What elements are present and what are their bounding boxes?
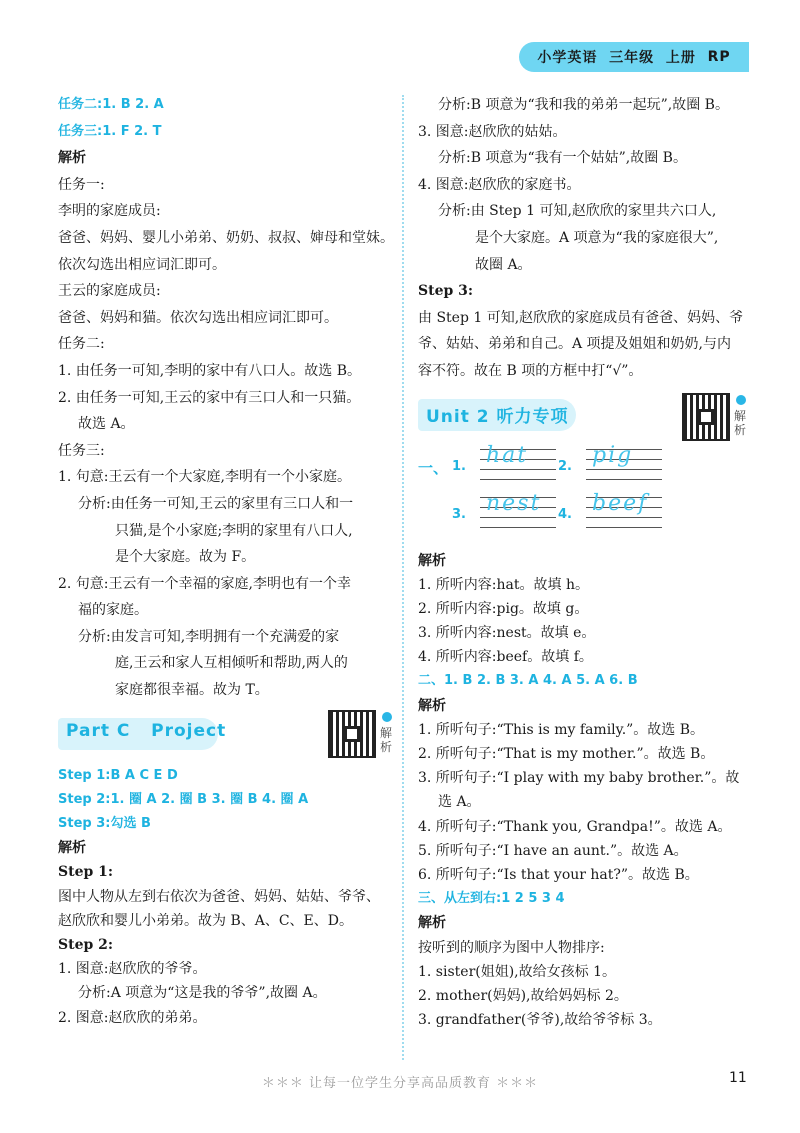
handwritten-word: beef [592,490,649,516]
footer-slogan: ＊＊＊ 让每一位学生分享高品质教育 ＊＊＊ [261,1076,539,1091]
handwriting-answers [418,442,758,549]
part-one-label: 一、 [418,458,449,477]
writing-line [586,479,662,480]
text-line: 2. 所听内容:pig。故填 g。 [418,600,589,617]
text-line: 爷、姑姑、弟弟和自己。A 项提及姐姐和奶奶,与内 [418,336,732,353]
text-line: 1. 所听内容:hat。故填 h。 [418,576,589,593]
text-line: 图中人物从左到右依次为爸爸、妈妈、姑姑、爷爷、 [58,888,380,905]
text-line: 1. sister(姐姐),故给女孩标 1。 [418,963,616,980]
section-part-c [58,712,394,758]
text-line: 2. mother(妈妈),故给妈妈标 2。 [418,987,628,1004]
analysis-heading: 解析 [418,697,446,714]
analysis-heading: 解析 [418,915,446,932]
handwritten-word: pig [592,442,634,468]
text-line: 任务一: [58,176,105,193]
text-line: 是个大家庭。故为 F。 [115,549,256,566]
answer-line: Step 2:1. 圈 A 2. 圈 B 3. 圈 B 4. 圈 A [58,791,309,807]
qr-label: 解析 [734,408,747,437]
text-line: 3. 所听句子:“I play with my baby brother.”。故 [418,770,740,787]
text-line: 5. 所听句子:“I have an aunt.”。故选 A。 [418,842,688,859]
text-line: 只猫,是个小家庭;李明的家里有八口人, [115,522,353,539]
text-line: 分析:A 项意为“这是我的爷爷”,故圈 A。 [78,985,327,1002]
text-line: 2. 图意:赵欣欣的弟弟。 [58,1009,207,1026]
section-title: Unit 2 听力专项 [426,406,569,427]
text-line: 分析:B 项意为“我和我的弟弟一起玩”,故圈 B。 [438,97,729,113]
play-dot-icon [382,712,392,722]
header-grade: 三年级 [609,50,655,66]
section-unit2 [418,393,758,439]
text-line: Step 1: [58,864,114,881]
text-line: 2. 由任务一可知,王云的家中有三口人和一只猫。 [58,389,361,406]
text-line: 分析:由 Step 1 可知,赵欣欣的家里共六口人, [438,203,717,220]
answer-line: 二、1. B 2. B 3. A 4. A 5. A 6. B [418,673,638,689]
text-line: 爸爸、妈妈和猫。依次勾选出相应词汇即可。 [58,309,338,326]
answer-line: 任务三:1. F 2. T [58,123,162,139]
text-line: 1. 所听句子:“This is my family.”。故选 B。 [418,721,705,738]
left-column [58,92,394,1030]
right-answers-top [418,92,758,385]
text-line: 分析:由发言可知,李明拥有一个充满爱的家 [78,628,340,645]
left-answers-top [58,92,394,704]
text-line: 4. 所听句子:“Thank you, Grandpa!”。故选 A。 [418,818,732,835]
text-line: 3. 图意:赵欣欣的姑姑。 [418,123,567,140]
writing-line [586,527,662,528]
analysis-heading: 解析 [418,552,446,569]
handwritten-word: nest [486,490,542,516]
text-line: 任务二: [58,336,105,353]
text-line: 故圈 A。 [475,256,532,273]
column-divider [402,95,404,1060]
text-line: 容不符。故在 B 项的方框中打“√”。 [418,362,643,379]
header-edition: RP [707,49,731,65]
text-line: 王云的家庭成员: [58,283,161,300]
writing-line [480,517,556,518]
right-answers-bottom [418,549,758,1033]
answer-line: Step 3:勾选 B [58,816,151,832]
blank-number: 1. [452,458,466,474]
text-line: 2. 句意:王云有一个幸福的家庭,李明也有一个幸 [58,575,351,592]
text-line: 1. 图意:赵欣欣的爷爷。 [58,961,207,978]
header-subject: 小学英语 [537,50,598,66]
text-line: 3. grandfather(爷爷),故给爷爷标 3。 [418,1012,662,1029]
blank-number: 4. [558,506,572,522]
header-volume: 上册 [665,50,696,66]
text-line: 分析:由任务一可知,王云的家里有三口人和一 [78,495,354,512]
writing-line [480,479,556,480]
section-title: Part C Project [66,720,227,741]
page-number: 11 [729,1070,747,1086]
text-line: 任务三: [58,442,105,459]
text-line: 李明的家庭成员: [58,203,161,220]
analysis-heading: 解析 [58,840,86,857]
text-line: 1. 由任务一可知,李明的家中有八口人。故选 B。 [58,362,361,379]
answer-line: Step 1:B A C E D [58,767,178,783]
text-line: 庭,王云和家人互相倾听和帮助,两人的 [115,655,348,672]
writing-line [586,517,662,518]
blank-number: 2. [558,458,572,474]
qr-code-icon[interactable] [330,712,374,756]
text-line: 赵欣欣和婴儿小弟弟。故为 B、A、C、E、D。 [58,912,354,929]
text-line: 爸爸、妈妈、婴儿小弟弟、奶奶、叔叔、婶母和堂妹。 [58,229,394,246]
text-line: 是个大家庭。A 项意为“我的家庭很大”, [475,229,719,246]
handwritten-word: hat [486,442,529,468]
analysis-heading: 解析 [58,150,86,167]
play-dot-icon [736,395,746,405]
text-line: 由 Step 1 可知,赵欣欣的家庭成员有爸爸、妈妈、爷 [418,309,744,326]
answer-line: 三、从左到右:1 2 5 3 4 [418,891,565,907]
text-line: 依次勾选出相应词汇即可。 [58,256,226,273]
text-line: 4. 图意:赵欣欣的家庭书。 [418,176,581,193]
writing-line [586,469,662,470]
right-column [418,92,758,1032]
left-answers-bottom [58,764,394,1030]
text-line: Step 3: [418,283,474,300]
qr-code-icon[interactable] [684,395,728,439]
header-banner [519,42,749,72]
text-line: 分析:B 项意为“我有一个姑姑”,故圈 B。 [438,150,687,167]
text-line: 故选 A。 [78,416,135,433]
text-line: 福的家庭。 [78,602,148,619]
text-line: 6. 所听句子:“Is that your hat?”。故选 B。 [418,866,699,883]
writing-line [480,527,556,528]
writing-line [480,469,556,470]
blank-number: 3. [452,506,466,522]
text-line: 家庭都很幸福。故为 T。 [115,682,269,699]
text-line: 4. 所听内容:beef。故填 f。 [418,649,593,666]
text-line: 3. 所听内容:nest。故填 e。 [418,625,596,642]
text-line: 按听到的顺序为图中人物排序: [418,939,605,956]
text-line: 选 A。 [438,794,481,811]
text-line: Step 2: [58,936,114,953]
answer-line: 任务二:1. B 2. A [58,97,164,112]
qr-label: 解析 [380,725,393,754]
text-line: 1. 句意:王云有一个大家庭,李明有一个小家庭。 [58,469,351,486]
text-line: 2. 所听句子:“That is my mother.”。故选 B。 [418,746,715,763]
